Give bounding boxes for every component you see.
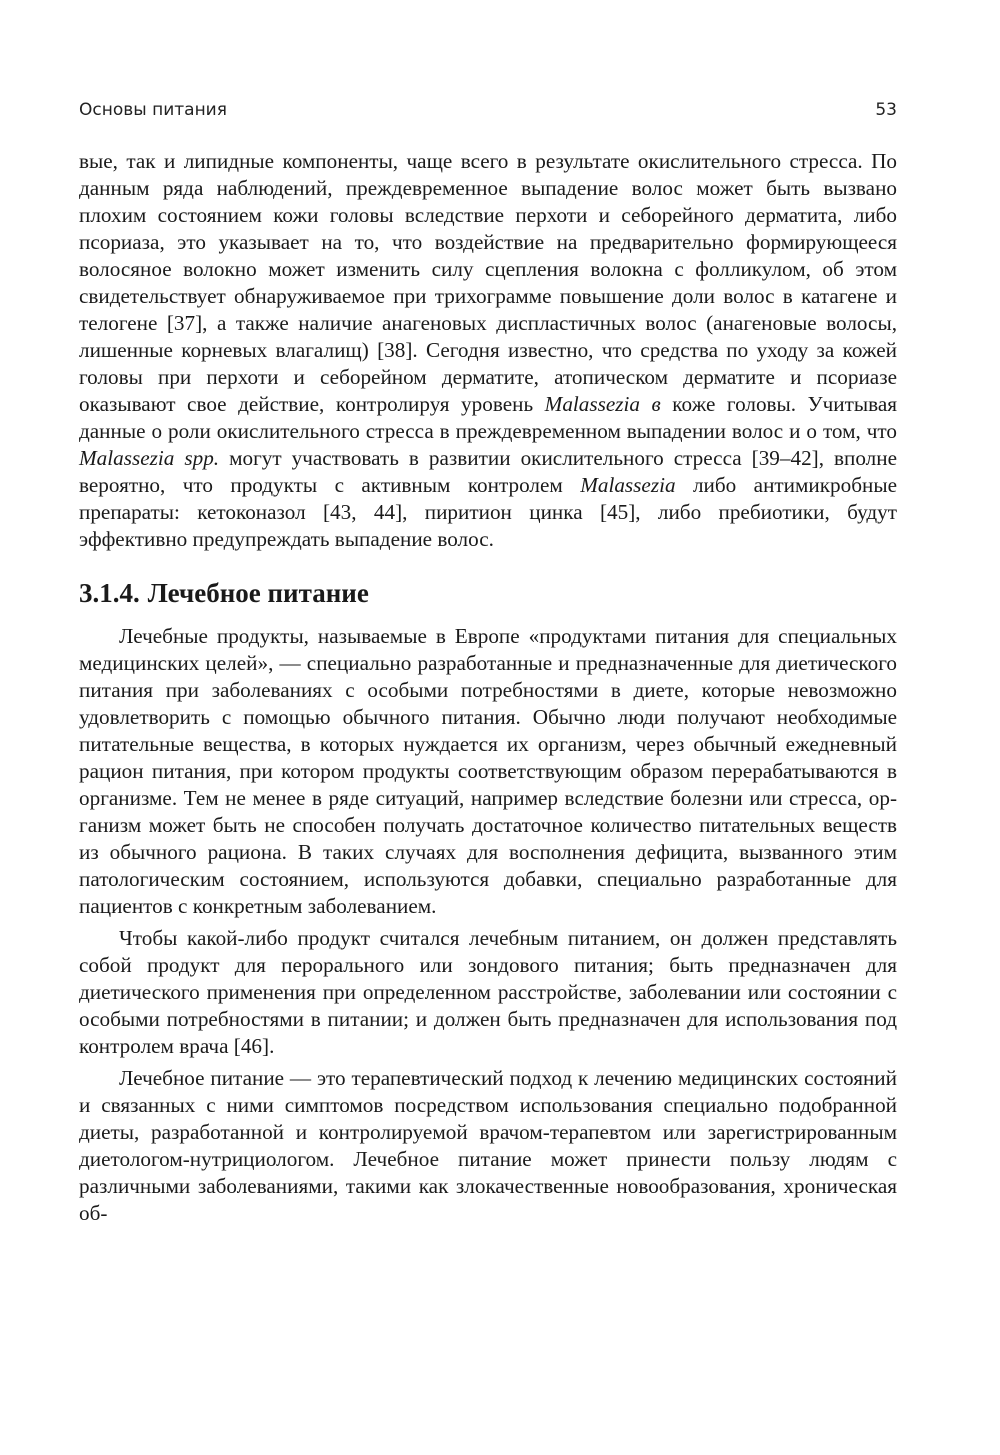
page-number: 53 (875, 100, 897, 120)
running-title: Основы питания (79, 100, 227, 120)
book-page (79, 100, 897, 1227)
body-text (79, 148, 897, 1227)
intro-paragraph (79, 148, 897, 553)
section-number: 3.1.4. (79, 578, 140, 608)
intro-text-3: могут участвовать в развитии окислительного стресса [39–42], вполне вероятно, что продукты с активным контролем (79, 446, 897, 497)
intro-italic-3: Malassezia (580, 473, 676, 497)
intro-italic-1: Malassezia в (544, 392, 661, 416)
paragraph-3: Лечебное питание — это терапевтический подход к лечению медицинских состояний и связанных с ними симптомов посредством использования специально подобранной диеты, разработанной и контролируемой врачом-терапевтом или зарегистрированным диетологом-нутрициологом. Лечебное питание может принести пользу людям с различными заболеваниями, такими как злокачественные новообразования, хроническая об- (79, 1066, 897, 1225)
intro-italic-2: Malassezia spp. (79, 446, 220, 470)
section-heading (79, 577, 897, 609)
intro-text-1: вые, так и липидные компоненты, чаще всего в результате окислительного стресса. По данным ряда наблюдений, преждевременное выпадение волос может быть вызвано плохим состоянием кожи головы вследствие перхоти и себорейного дерматита, либо псориаза, это указывает на то, что воздействие на предварительно формирующееся волосяное волокно может изменить силу сцепления волокна с фолликулом, об этом свидетельствует обнаруживаемое при трихограмме повышение доли волос в катагене и телогене [37], а также наличие анагеновых диспластичных волос (анагеновые волосы, лишенные корневых влагалищ) [38]. Сегодня известно, что средства по уходу за кожей головы при перхоти и себорейном дерматите, атопическом дерматите и псориазе оказывают свое действие, контролируя уровень (79, 149, 897, 416)
paragraph-2: Чтобы какой-либо продукт считался лечебным питанием, он должен представлять собой продукт для перорального или зондового питания; быть предназначен для диетического применения при определенном расстройстве, заболевании или состоянии с особыми потребностями в питании; и должен быть предназначен для использования под контролем врача [46]. (79, 926, 897, 1058)
intro-text-2: коже головы. Учитывая данные о роли окислительного стресса в преждевременном выпадении волос и о том, что (79, 392, 897, 443)
paragraph-1: Лечебные продукты, называемые в Европе «продуктами питания для специальных медицинских целей», — специально разработанные и предназначенные для диетического питания при заболеваниях с особыми потребностями в диете, которые невозможно удовлетворить с помощью обычного питания. Обычно люди получают необходимые питательные вещества, в которых нуждается их организм, через обычный ежедневный рацион питания, при котором продукты соответствующим образом перерабатываются в организме. Тем не менее в ряде ситуаций, например вследствие болезни или стресса, организм может быть не способен получать достаточное количество питательных веществ из обычного рациона. В таких случаях для восполнения дефицита, вызванного этим патологическим состоянием, используются добавки, специально разработанные для пациентов с конкретным заболеванием. (79, 624, 897, 918)
intro-text-4: либо антимикробные препараты: кетоконазол [43, 44], пиритион цинка [45], либо пребиотики, будут эффективно предупреждать выпадение волос. (79, 473, 897, 551)
running-header (79, 100, 897, 130)
section-title: Лечебное питание (147, 578, 369, 608)
